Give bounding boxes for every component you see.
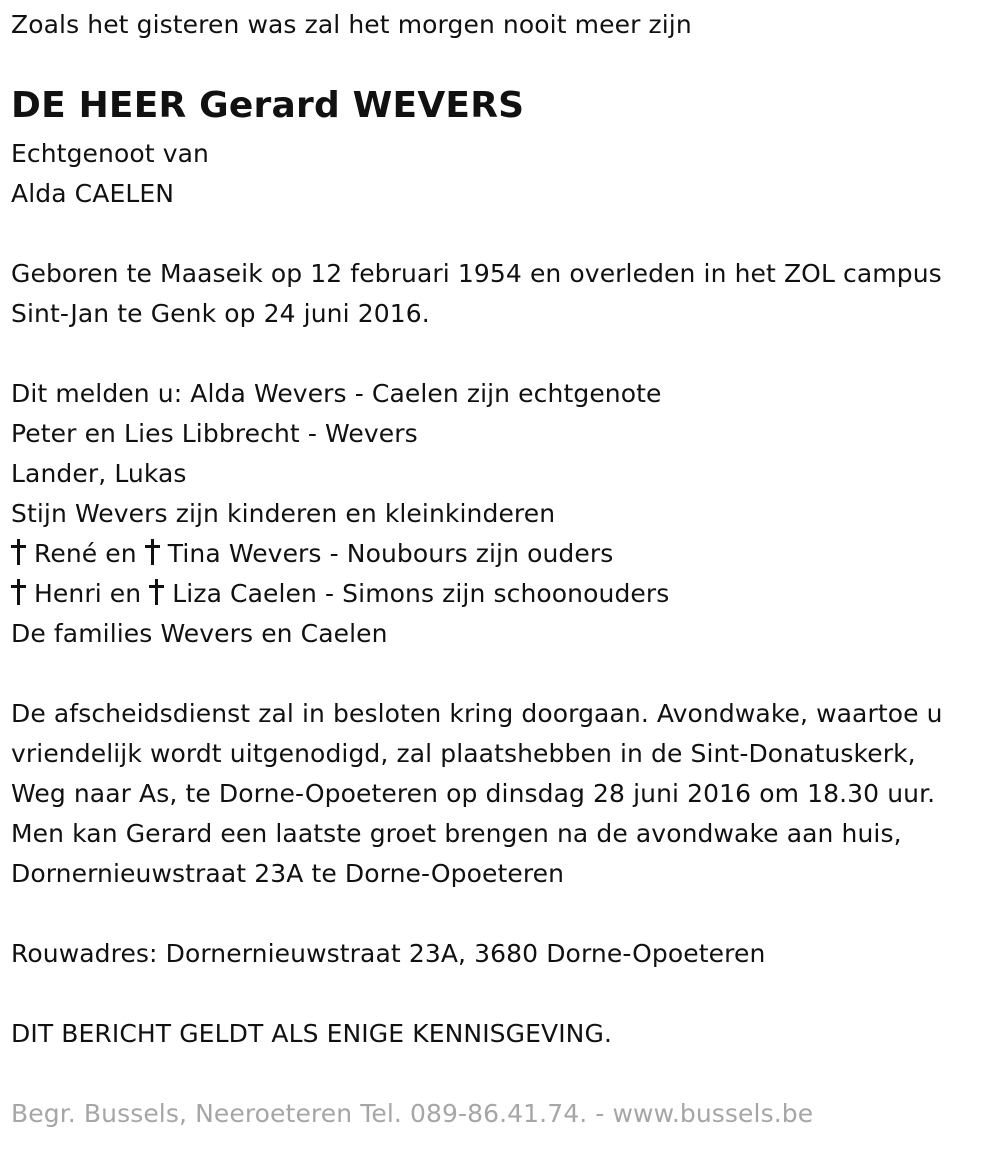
service-line: De afscheidsdienst zal in besloten kring doorgaan. Avondwake, waartoe u <box>11 699 943 728</box>
family-line: Peter en Lies Libbrecht - Wevers <box>11 419 418 448</box>
parents-line <box>11 534 669 574</box>
notice-block <box>11 1014 612 1054</box>
birth-death-block <box>11 254 942 334</box>
parent-father: René en <box>34 539 137 568</box>
inlaw-mother: Liza Caelen - Simons zijn schoonouders <box>172 579 670 608</box>
spouse-label: Echtgenoot van <box>11 139 209 168</box>
inlaws-line <box>11 574 669 614</box>
inlaw-father: Henri en <box>34 579 142 608</box>
service-line: vriendelijk wordt uitgenodigd, zal plaatshebben in de Sint-Donatuskerk, <box>11 739 916 768</box>
family-line: Stijn Wevers zijn kinderen en kleinkinderen <box>11 499 556 528</box>
service-line: Men kan Gerard een laatste groet brengen na de avondwake aan huis, <box>11 819 902 848</box>
mourning-address: Rouwadres: Dornernieuwstraat 23A, 3680 Dorne-Opoeteren <box>11 939 766 968</box>
deceased-name: DE HEER Gerard WEVERS <box>11 85 525 126</box>
service-line: Dornernieuwstraat 23A te Dorne-Opoeteren <box>11 859 565 888</box>
notice-text: DIT BERICHT GELDT ALS ENIGE KENNISGEVING. <box>11 1019 612 1048</box>
spouse-name: Alda CAELEN <box>11 179 175 208</box>
cross-icon <box>11 539 27 565</box>
cross-icon <box>149 579 165 605</box>
cross-icon <box>11 579 27 605</box>
family-line: Lander, Lukas <box>11 459 187 488</box>
mourning-address-block <box>11 934 765 974</box>
spouse-block <box>11 134 209 214</box>
birth-death-line: Geboren te Maaseik op 12 februari 1954 en overleden in het ZOL campus <box>11 259 942 288</box>
family-block <box>11 374 669 654</box>
family-line: Dit melden u: Alda Wevers - Caelen zijn echtgenote <box>11 379 662 408</box>
birth-death-line: Sint-Jan te Genk op 24 juni 2016. <box>11 299 430 328</box>
motto: Zoals het gisteren was zal het morgen nooit meer zijn <box>11 10 692 39</box>
service-line: Weg naar As, te Dorne-Opoeteren op dinsdag 28 juni 2016 om 18.30 uur. <box>11 779 936 808</box>
cross-icon <box>145 539 161 565</box>
footer-funeral-home: Begr. Bussels, Neeroeteren Tel. 089-86.41.74. - www.bussels.be <box>11 1099 814 1128</box>
parent-mother: Tina Wevers - Noubours zijn ouders <box>167 539 614 568</box>
family-line: De families Wevers en Caelen <box>11 619 388 648</box>
service-block <box>11 694 943 894</box>
